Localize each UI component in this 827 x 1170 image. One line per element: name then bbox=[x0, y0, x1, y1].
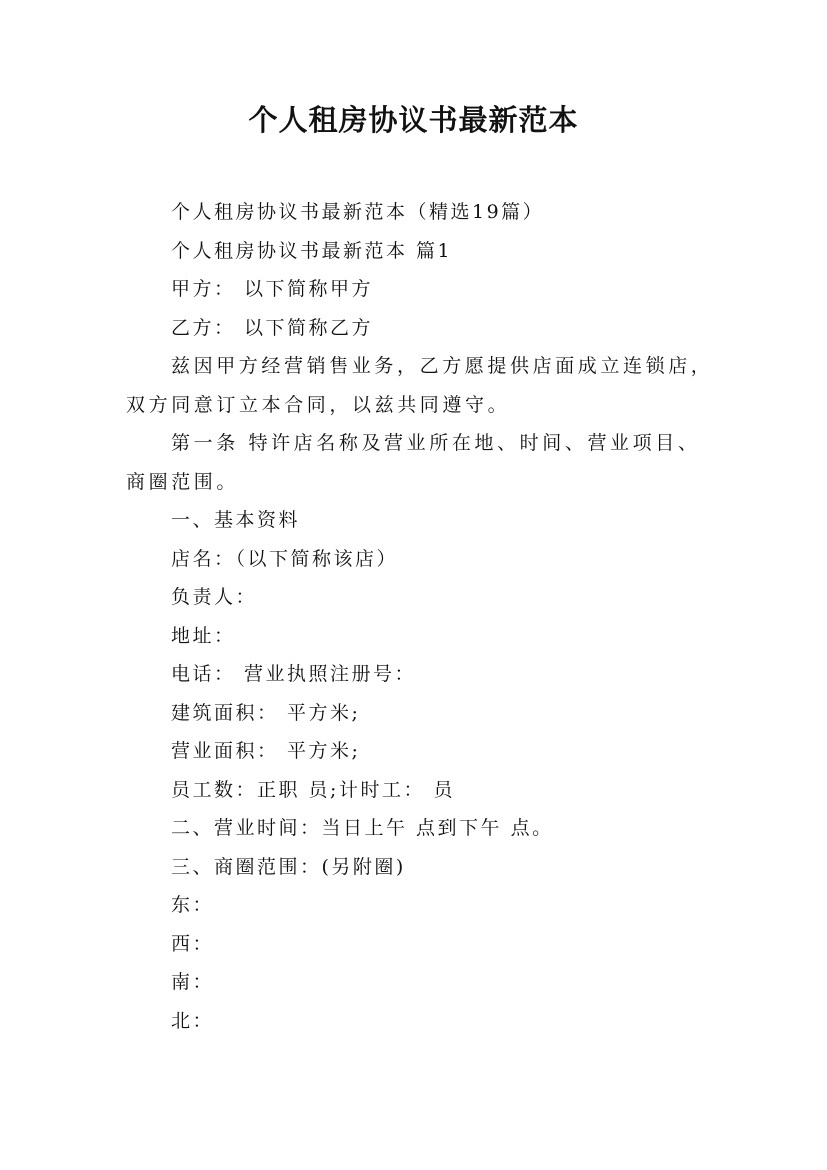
paragraph-preamble: 兹因甲方经营销售业务，乙方愿提供店面成立连锁店，双方同意订立本合同，以兹共同遵守。 bbox=[126, 355, 714, 416]
paragraph-building-area: 建筑面积： 平方米; bbox=[171, 701, 361, 724]
paragraph-east: 东： bbox=[171, 894, 215, 916]
paragraph-store-name: 店名：（以下简称该店） bbox=[171, 547, 399, 570]
document-title: 个人租房协议书最新范本 bbox=[248, 103, 579, 137]
document-body bbox=[126, 193, 722, 1040]
paragraph-subtitle: 个人租房协议书最新范本（精选19篇） bbox=[171, 201, 545, 223]
paragraph-address: 地址： bbox=[171, 624, 236, 647]
paragraph-party-b: 乙方： 以下简称乙方 bbox=[171, 316, 374, 339]
paragraph-business-area: 营业面积： 平方米; bbox=[171, 740, 361, 762]
paragraph-phone-license: 电话： 营业执照注册号： bbox=[171, 663, 417, 685]
paragraph-trade-area: 三、商圈范围：(另附圈) bbox=[171, 855, 406, 878]
paragraph-article-one: 第一条 特许店名称及营业所在地、时间、营业项目、商圈范围。 bbox=[126, 432, 701, 493]
paragraph-basic-info: 一、基本资料 bbox=[171, 509, 301, 531]
paragraph-south: 南： bbox=[171, 971, 215, 993]
paragraph-north: 北： bbox=[171, 1009, 215, 1032]
paragraph-business-hours: 二、营业时间：当日上午 点到下午 点。 bbox=[171, 817, 554, 839]
paragraph-party-a: 甲方： 以下简称甲方 bbox=[171, 278, 374, 300]
paragraph-section-heading: 个人租房协议书最新范本 篇1 bbox=[171, 239, 453, 262]
paragraph-west: 西： bbox=[171, 932, 215, 955]
paragraph-staff-count: 员工数：正职 员;计时工： 员 bbox=[171, 778, 455, 801]
paragraph-manager: 负责人： bbox=[171, 586, 258, 608]
